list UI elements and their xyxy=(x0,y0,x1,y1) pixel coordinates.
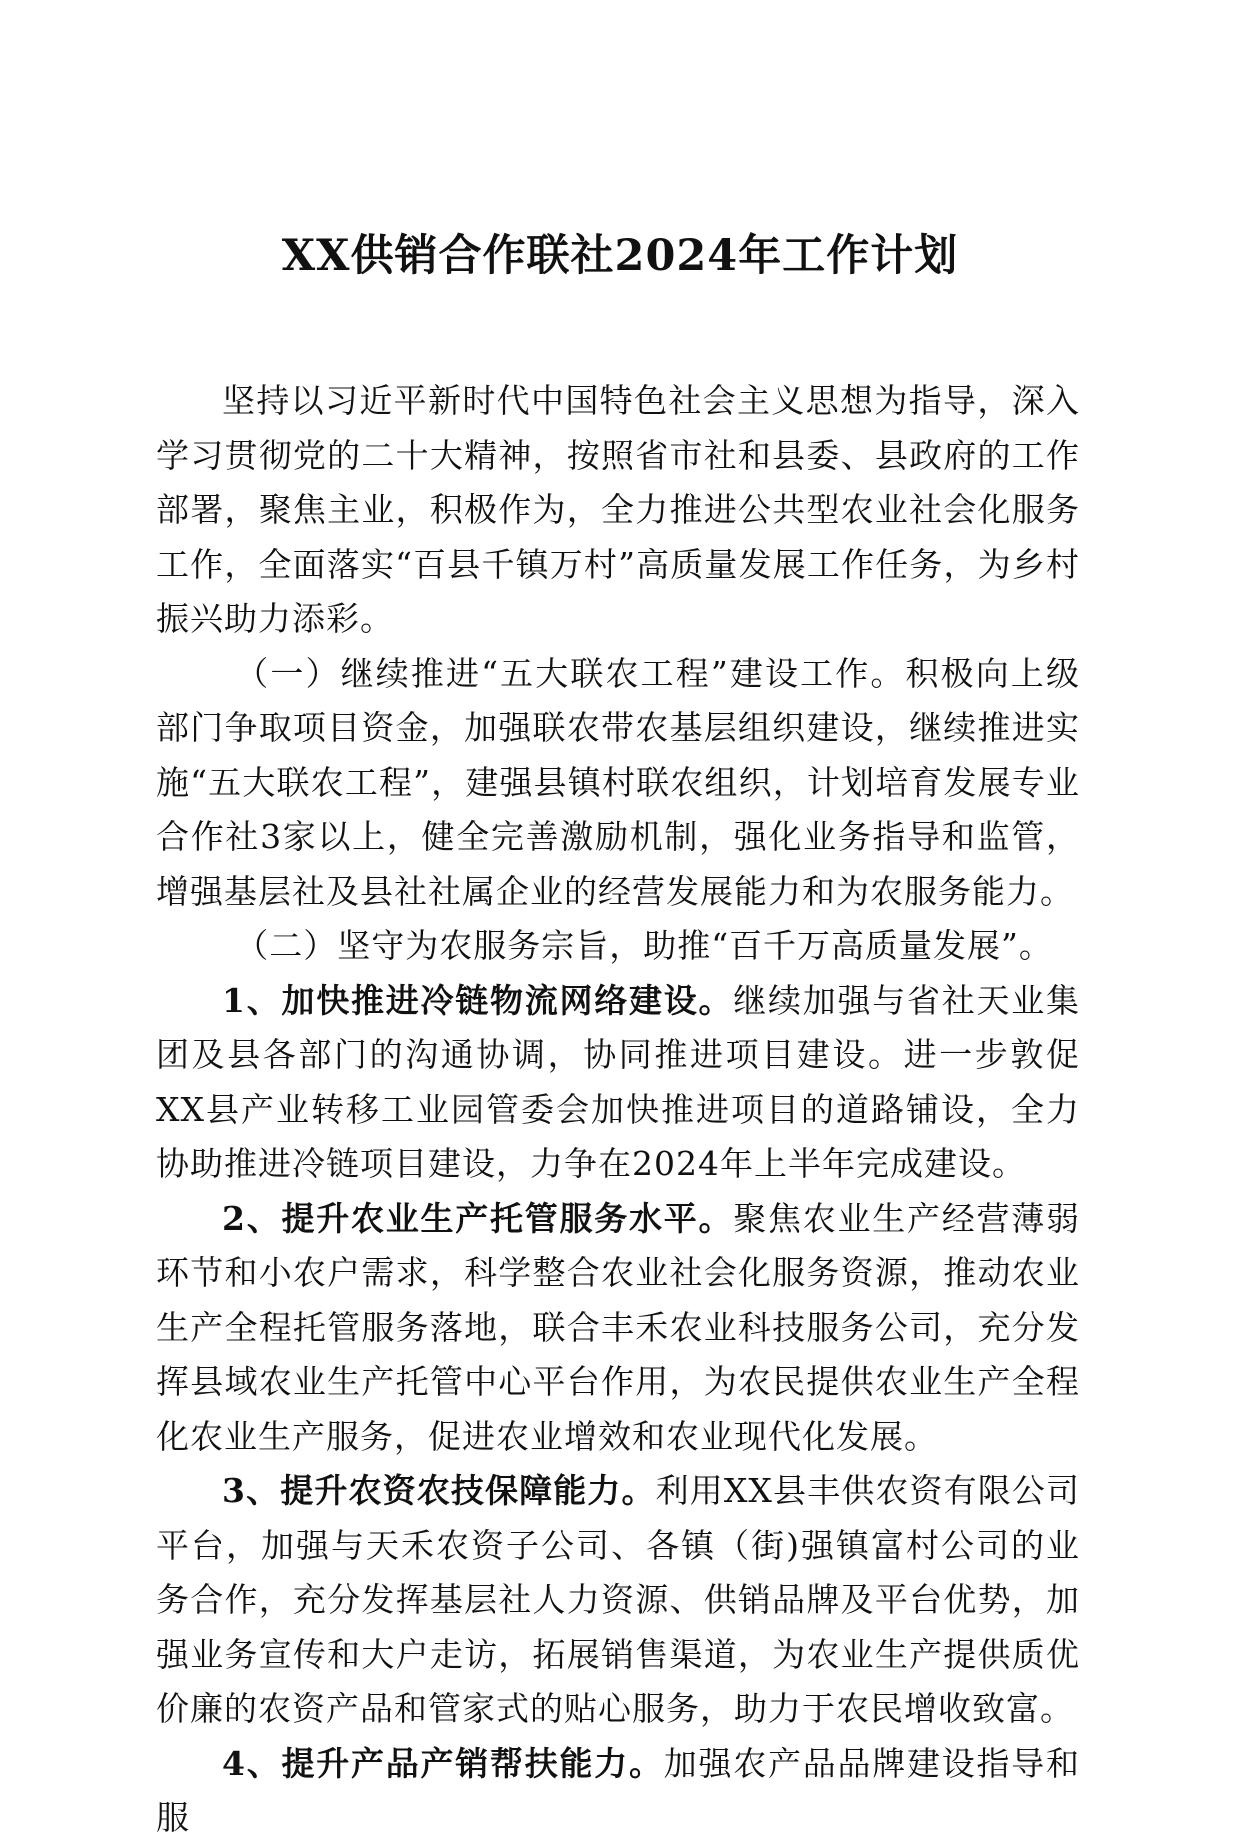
document-title: XX供销合作联社2024年工作计划 xyxy=(281,231,959,281)
section-1-paragraph: （一）继续推进“五大联农工程”建设工作。积极向上级部门争取项目资金，加强联农带农基层组织建设，继续推进实施“五大联农工程”，建强县镇村联农组织，计划培育发展专业合作社3家以上，健全完善激励机制，强化业务指导和监管，增强基层社及县社社属企业的经营发展能力和为农服务能力。 xyxy=(156,653,1080,911)
item-3-text: 利用XX县丰供农资有限公司平台，加强与天禾农资子公司、各镇（街)强镇富村公司的业务合作，充分发挥基层社人力资源、供销品牌及平台优势，加强业务宣传和大户走访，拓展销售渠道，为农业生产提供质优价廉的农资产品和管家式的贴心服务，助力于农民增收致富。 xyxy=(156,1471,1080,1728)
item-3-lead: 3、提升农资农技保障能力。 xyxy=(222,1471,656,1510)
item-4-lead: 4、提升产品产销帮扶能力。 xyxy=(222,1743,664,1783)
intro-paragraph: 坚持以习近平新时代中国特色社会主义思想为指导，深入学习贯彻党的二十大精神，按照省市社和县委、县政府的工作部署，聚焦主业，积极作为，全力推进公共型农业社会化服务工作，全面落实“百县千镇万村”高质量发展工作任务，为乡村振兴助力添彩。 xyxy=(156,381,1080,638)
item-2-paragraph xyxy=(156,1192,1080,1465)
item-3-paragraph xyxy=(156,1464,1080,1737)
item-1-paragraph xyxy=(156,974,1080,1192)
item-1-text: 继续加强与省社天业集团及县各部门的沟通协调，协同推进项目建设。进一步敦促XX县产业转移工业园管委会加快推进项目的道路铺设，全力协助推进冷链项目建设，力争在2024年上半年完成建设。 xyxy=(156,980,1080,1183)
item-1-lead: 1、加快推进冷链物流网络建设。 xyxy=(222,980,734,1020)
section-2-heading: （二）坚守为农服务宗旨，助推“百千万高质量发展”。 xyxy=(235,926,1053,965)
item-4-paragraph xyxy=(156,1737,1080,1846)
document-body xyxy=(156,374,1080,1846)
item-2-text: 聚焦农业生产经营薄弱环节和小农户需求，科学整合农业社会化服务资源，推动农业生产全程托管服务落地，联合丰禾农业科技服务公司，充分发挥县域农业生产托管中心平台作用，为农民提供农业生产全程化农业生产服务，促进农业增效和农业现代化发展。 xyxy=(156,1198,1080,1456)
item-4-text: 加强农产品品牌建设指导和服 xyxy=(156,1743,1080,1837)
item-2-lead: 2、提升农业生产托管服务水平。 xyxy=(222,1198,734,1238)
